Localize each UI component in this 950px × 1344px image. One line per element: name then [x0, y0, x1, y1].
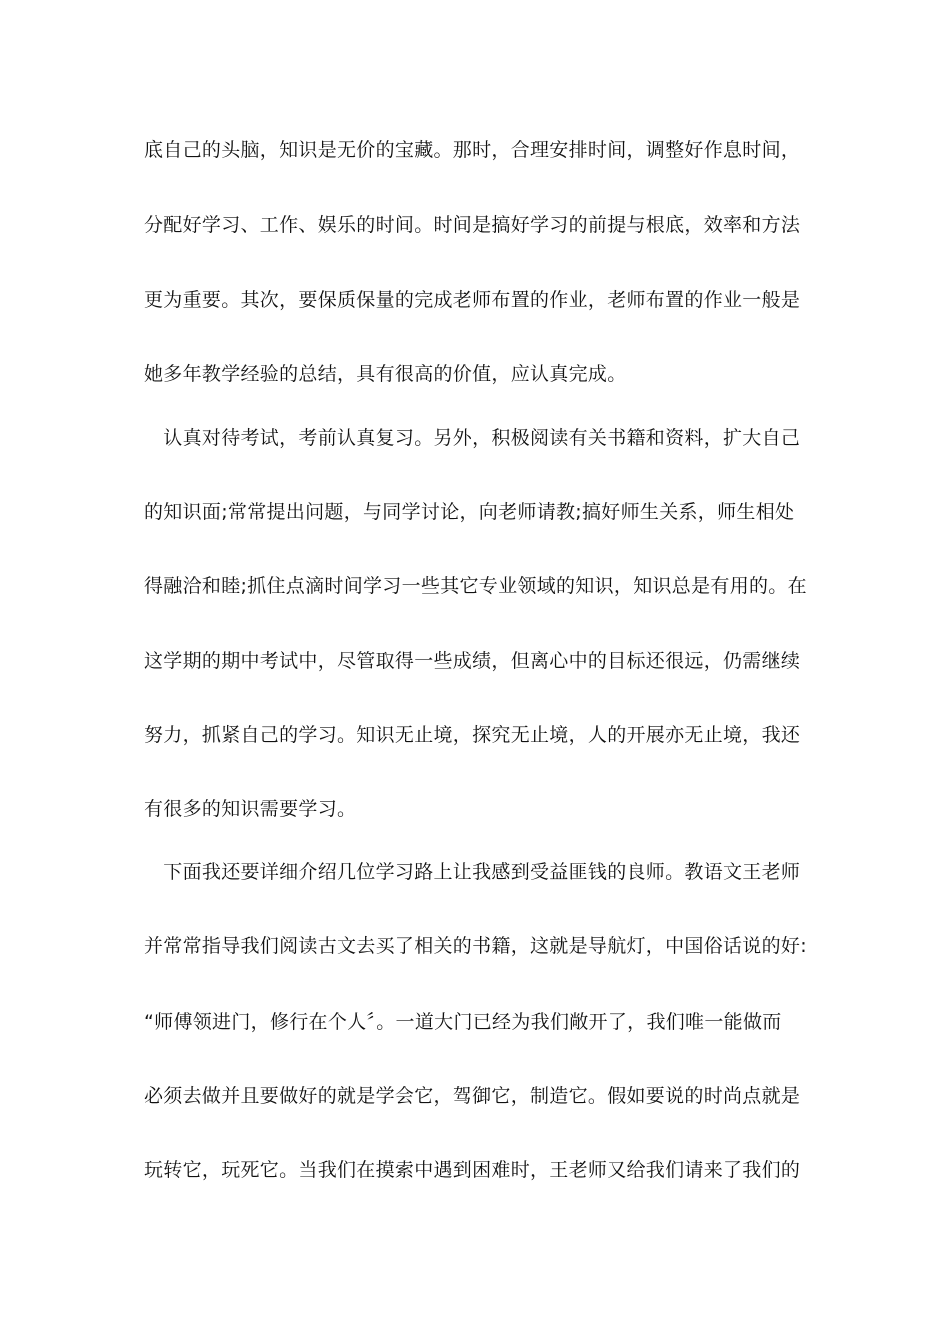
text-line: 努力，抓紧自己的学习。知识无止境，探究无止境，人的开展亦无止境，我还: [144, 724, 801, 746]
text-line: 得融洽和睦;抓住点滴时间学习一些其它专业领域的知识，知识总是有用的。在: [144, 575, 807, 597]
text-line: 并常常指导我们阅读古文去买了相关的书籍，这就是导航灯，中国俗话说的好:: [144, 935, 807, 957]
text-line: 必须去做并且要做好的就是学会它，驾御它，制造它。假如要说的时尚点就是: [144, 1085, 801, 1107]
text-line: 认真对待考试，考前认真复习。另外，积极阅读有关书籍和资料，扩大自己: [144, 427, 801, 449]
text-line: 玩转它，玩死它。当我们在摸索中遇到困难时，王老师又给我们请来了我们的: [144, 1159, 801, 1181]
text-line: “师傅领进门，修行在个人〞。一道大门已经为我们敞开了，我们唯一能做而: [144, 1011, 782, 1033]
text-line: 这学期的期中考试中，尽管取得一些成绩，但离心中的目标还很远，仍需继续: [144, 650, 801, 672]
text-line: 的知识面;常常提出问题，与同学讨论，向老师请教;搞好师生关系，师生相处: [144, 501, 795, 523]
text-line: 分配好学习、工作、娱乐的时间。时间是搞好学习的前提与根底，效率和方法: [144, 214, 801, 236]
text-line: 底自己的头脑，知识是无价的宝藏。那时，合理安排时间，调整好作息时间，: [144, 139, 801, 161]
text-line: 有很多的知识需要学习。: [144, 798, 357, 820]
text-line: 下面我还要详细介绍几位学习路上让我感到受益匪钱的良师。教语文王老师: [144, 861, 801, 883]
text-line: 她多年教学经验的总结，具有很高的价值，应认真完成。: [144, 363, 627, 385]
text-line: 更为重要。其次，要保质保量的完成老师布置的作业，老师布置的作业一般是: [144, 289, 801, 311]
